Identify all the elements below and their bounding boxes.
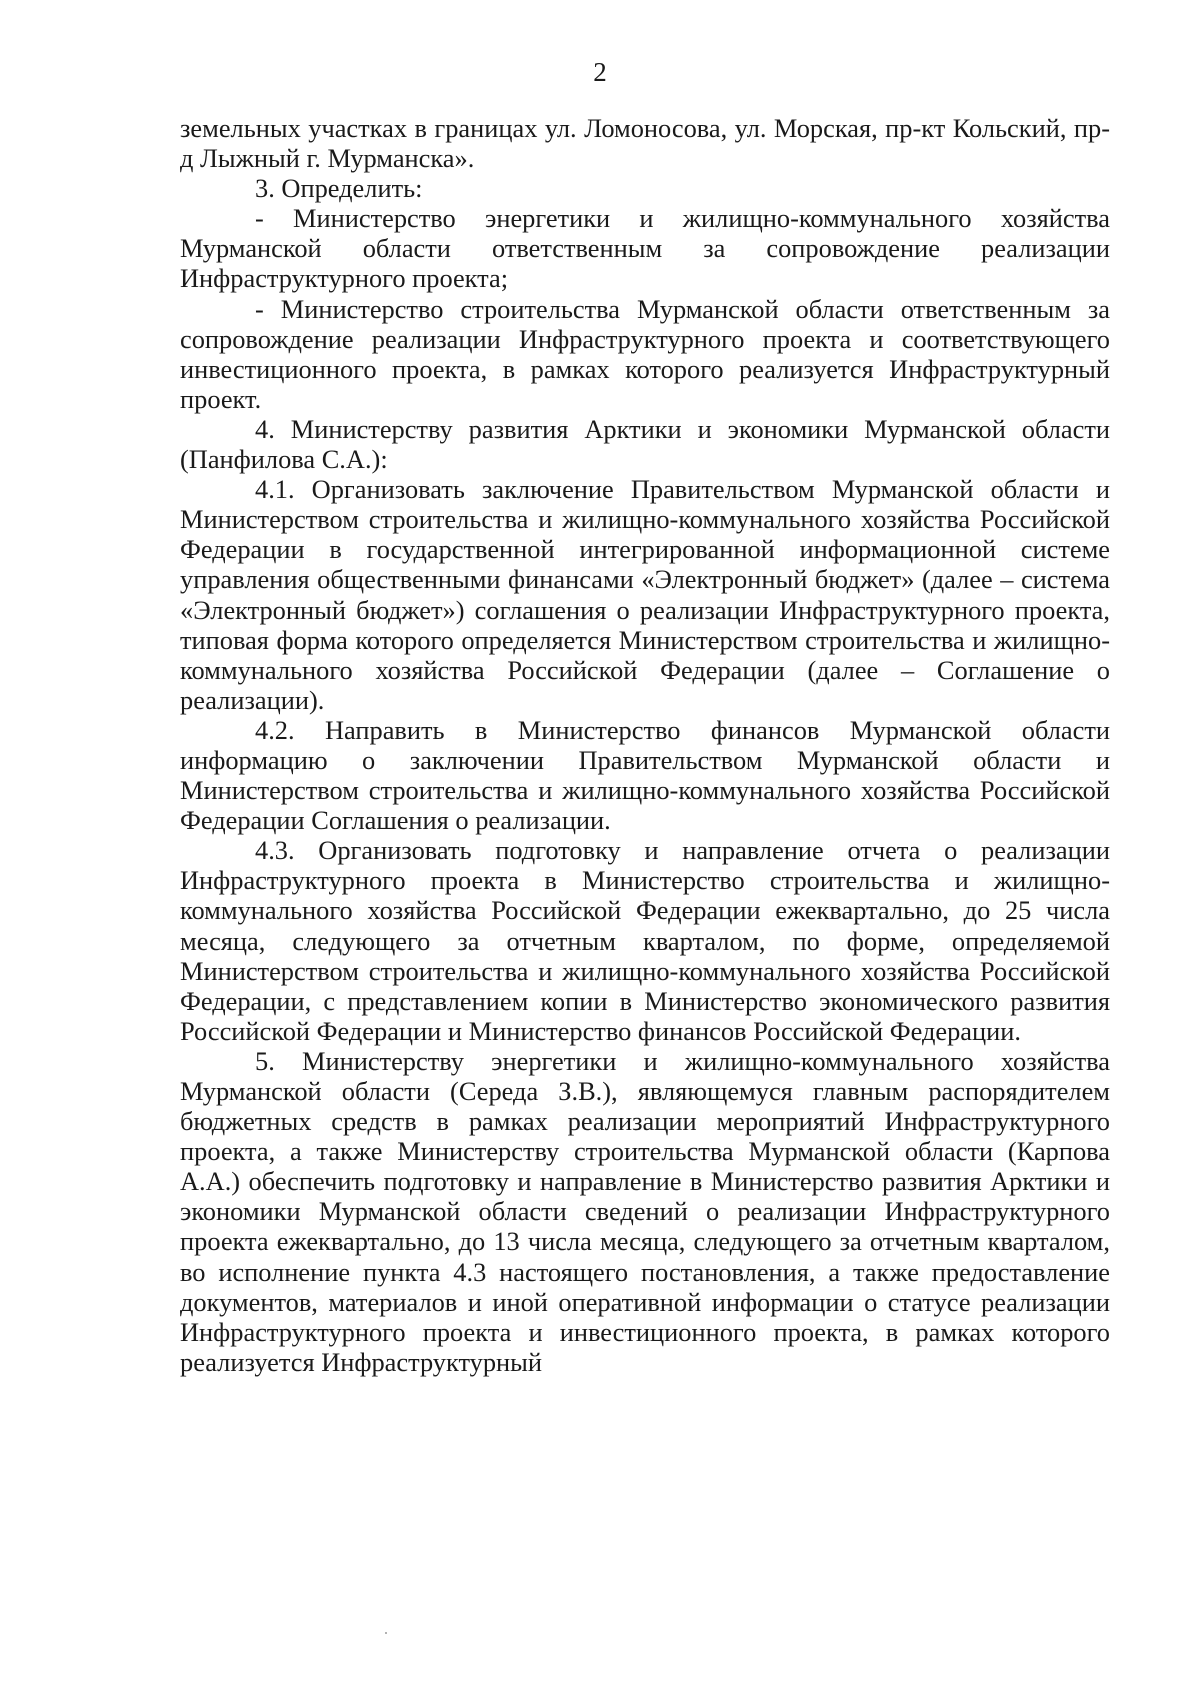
paragraph-item-4-3: 4.3. Организовать подготовку и направление отчета о реализации Инфраструктурного проекта в Министерство строительства и жилищно-коммунального хозяйства Российской Федерации ежеквартально, до 25 числа месяца, следующего за отчетным кварталом, по форме, определяемой Министерством строительства и жилищно-коммунального хозяйства Российской Федерации, с представлением копии в Министерство экономического развития Российской Федерации и Министерство финансов Российской Федерации. xyxy=(180,835,1110,1046)
paragraph-item-3-energy-ministry: - Министерство энергетики и жилищно-коммунального хозяйства Мурманской области ответственным за сопровождение реализации Инфраструктурного проекта; xyxy=(180,203,1110,294)
paragraph-item-4-2: 4.2. Направить в Министерство финансов Мурманской области информацию о заключении Правительством Мурманской области и Министерством строительства и жилищно-коммунального хозяйства Российской Федерации Соглашения о реализации. xyxy=(180,714,1110,836)
paragraph-item-3: 3. Определить: xyxy=(255,173,423,204)
paragraph-item-4-1: 4.1. Организовать заключение Правительством Мурманской области и Министерством строительства и жилищно-коммунального хозяйства Российской Федерации в государственной интегрированной информационной системе управления общественными финансами «Электронный бюджет» (далее – система «Электронный бюджет») соглашения о реализации Инфраструктурного проекта, типовая форма которого определяется Министерством строительства и жилищно-коммунального хозяйства Российской Федерации (далее – Соглашение о реализации). xyxy=(180,474,1110,715)
paragraph-item-3-construction-ministry: - Министерство строительства Мурманской области ответственным за сопровождение реализации Инфраструктурного проекта и соответствующего инвестиционного проекта, в рамках которого реализуется Инфраструктурный проект. xyxy=(180,293,1110,414)
paragraph-item-5: 5. Министерству энергетики и жилищно-коммунального хозяйства Мурманской области (Середа З.В.), являющемуся главным распорядителем бюджетных средств в рамках реализации мероприятий Инфраструктурного проекта, а также Министерству строительства Мурманской области (Карпова А.А.) обеспечить подготовку и направление в Министерство развития Арктики и экономики Мурманской области сведений о реализации Инфраструктурного проекта ежеквартально, до 13 числа месяца, следующего за отчетным кварталом, во исполнение пункта 4.3 настоящего постановления, а также предоставление документов, материалов и иной оперативной информации о статусе реализации Инфраструктурного проекта и инвестиционного проекта, в рамках которого реализуется Инфраструктурный xyxy=(180,1045,1110,1377)
scan-speck xyxy=(385,1632,387,1634)
document-body xyxy=(180,113,1110,1377)
paragraph-item-4: 4. Министерству развития Арктики и экономики Мурманской области (Панфилова С.А.): xyxy=(180,413,1110,475)
page-number: 2 xyxy=(593,57,607,87)
paragraph-continuation: земельных участках в границах ул. Ломоносова, ул. Морская, пр-кт Кольский, пр-д Лыжный г. Мурманска». xyxy=(180,113,1110,174)
